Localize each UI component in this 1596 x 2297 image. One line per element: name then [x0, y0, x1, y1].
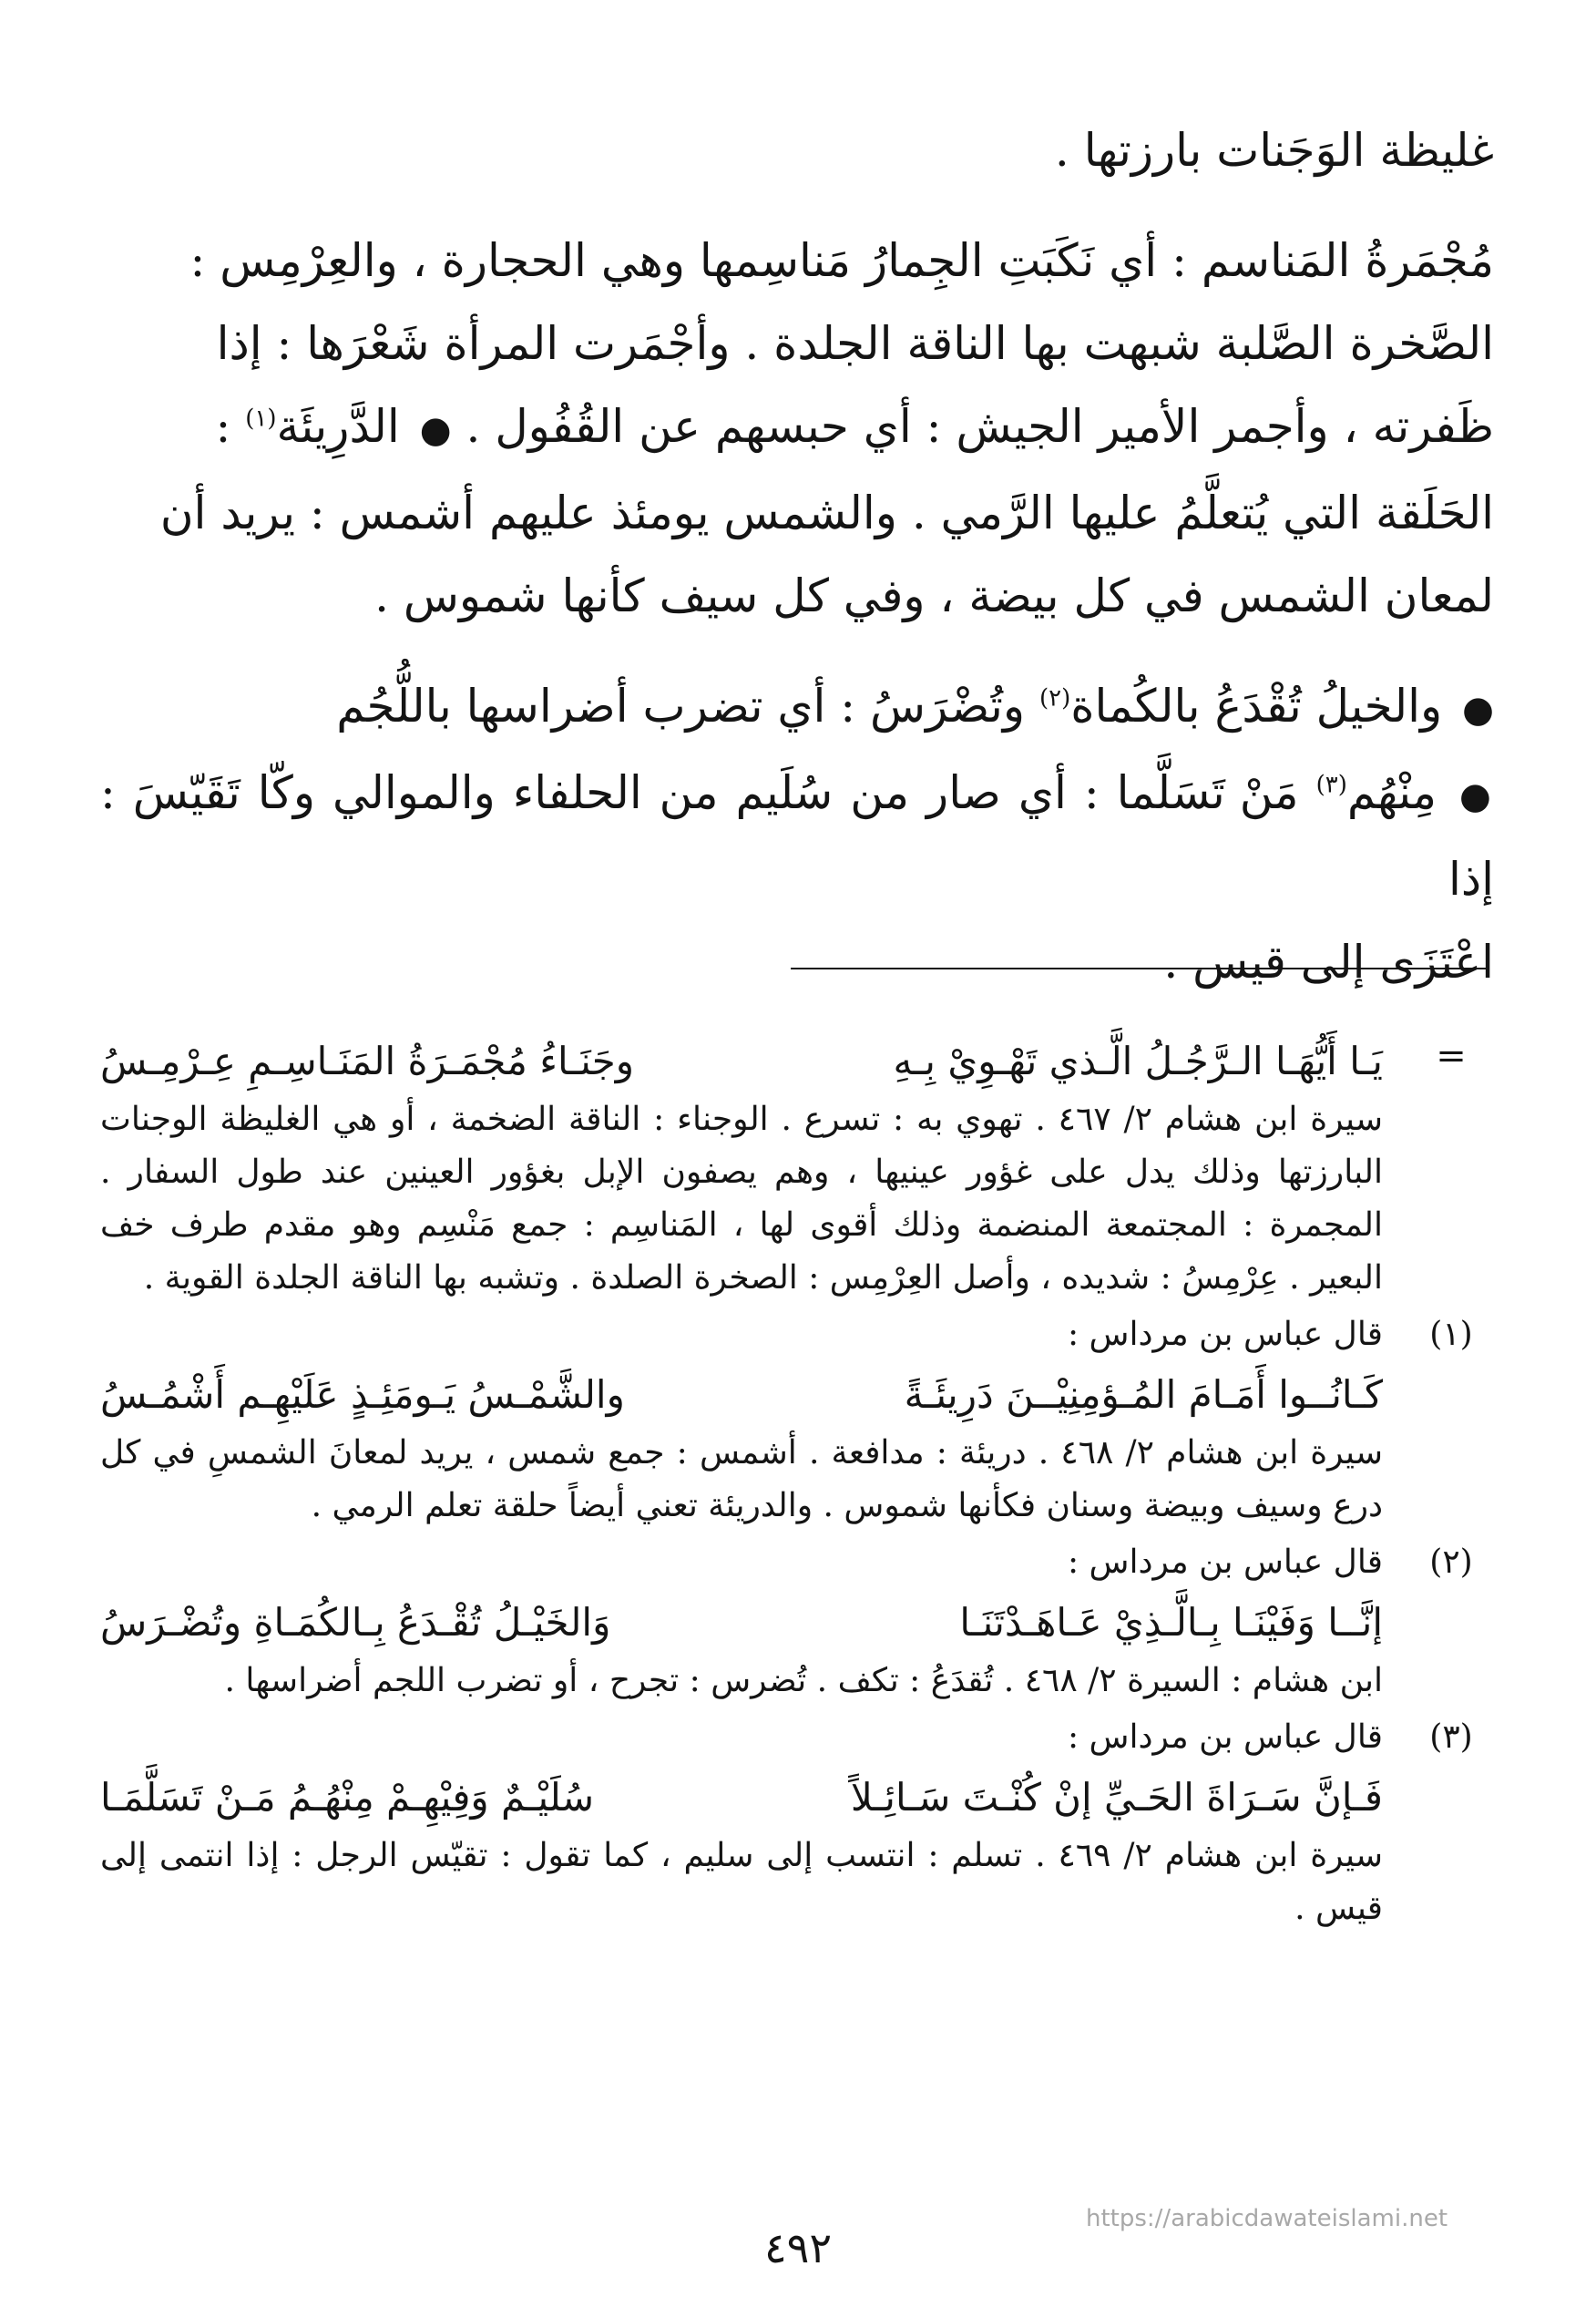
- main-line-9: اعْتَزَى إلى قيس .: [1163, 936, 1494, 989]
- verse-second-hemistich: والشَّمْـسُ يَـومَئِـذٍ عَلَيْهِـم أَشْمُـسُ: [100, 1372, 625, 1417]
- footnote-ref-3: (٣): [1315, 771, 1347, 799]
- bullet-icon: ●: [419, 409, 452, 451]
- main-line-8-lead: مِنْهُم: [1346, 766, 1437, 819]
- page-number: ٤٩٢: [763, 2223, 833, 2272]
- footnote-marker: =: [1436, 1035, 1467, 1077]
- verse-second-hemistich: سُلَيْـمٌ وَفِيْهِـمْ مِنْهُـمُ مَـنْ تَسَلَّمَـا: [100, 1775, 595, 1820]
- footnote-verse: [100, 1030, 1383, 1093]
- main-line-5: الحَلَقة التي يُتعلَّمُ عليها الرَّمي . والشمس يومئذ عليهم أشمس : يريد أن: [159, 487, 1494, 539]
- footnote-text: سيرة ابن هشام ٢/ ٤٦٧ . تهوي به : تسرع . الوجناء : الناقة الضخمة ، أو هي الغليظة الوجنات البارزتها وذلك يدل على غؤور عينيها ، وهم يصفون الإبل بغؤور العينين عند طول السفار . المجمرة : المجتمعة المنضمة وذلك أقوى لها ، المَناسِم : جمع مَنْسِم وهو مقدم طرف خف البعير . عِرْمِسُ : شديده ، وأصل العِرْمِس : الصخرة الصلدة . وتشبه بها الناقة الجلدة القوية .: [100, 1101, 1383, 1297]
- main-line-7: [100, 665, 1494, 752]
- main-line-6: لمعان الشمس في كل بيضة ، وفي كل سيف كأنها شموس .: [374, 569, 1494, 622]
- footnote-head: قال عباس بن مرداس :: [1067, 1543, 1383, 1581]
- verse-first-hemistich: إنَّــا وَفَيْنَـا بِـالَّـذِيْ عَـاهَـدْتَنَـا: [959, 1600, 1383, 1645]
- main-line-7-tail: وتُضْرَسُ : أي تضرب أضراسها باللُّجُم: [336, 680, 1026, 733]
- main-line-8: [100, 752, 1494, 921]
- footnote-marker: (٢): [1429, 1543, 1473, 1581]
- footnote-verse: [100, 1766, 1383, 1830]
- footnote-verse: [100, 1591, 1383, 1655]
- footnote-marker: (١): [1429, 1316, 1473, 1353]
- main-line-2: مُجْمَرةُ المَناسم : أي نَكَبَتِ الجِمارُ مَناسِمها وهي الحجارة ، والعِرْمِس :: [189, 234, 1494, 287]
- footnote-verse: [100, 1363, 1383, 1427]
- footnote-separator: [791, 968, 1489, 969]
- footnote-text: ابن هشام : السيرة ٢/ ٤٦٨ . تُقدَعُ : تكف . تُضرس : تجرح ، أو تضرب اللجم أضراسها .: [224, 1662, 1383, 1699]
- main-line-3: الصَّخرة الصَّلبة شبهت بها الناقة الجلدة . وأجْمَرت المرأة شَعْرَها : إذا: [216, 317, 1494, 370]
- footnote-2: [100, 1536, 1492, 1707]
- bullet-icon: ●: [1459, 775, 1494, 817]
- footnote-marker: (٣): [1429, 1718, 1473, 1756]
- watermark-url: https://arabicdawateislami.net: [1086, 2205, 1448, 2232]
- footnote-3: [100, 1711, 1492, 1935]
- term-dariah: الدَّرِيئَة: [276, 400, 400, 453]
- main-line-4-text: ظَفرته ، وأجمر الأمير الجيش : أي حبسهم عن القُفُول .: [466, 400, 1494, 453]
- footnote-ref-1: (١): [245, 405, 277, 433]
- term-colon: :: [215, 400, 231, 453]
- main-line-8-tail: مَنْ تَسَلَّما : أي صار من سُلَيم من الحلفاء والموالي وكّا تَقَيّسَ : إذا: [100, 766, 1494, 906]
- verse-second-hemistich: وجَنَـاءُ مُجْمَـرَةُ المَنَـاسِـمِ عِـرْمِـسُ: [100, 1039, 635, 1083]
- main-line-1: غليظة الوَجَنات بارزتها .: [1054, 124, 1494, 177]
- footnote-continued: [100, 1030, 1492, 1305]
- footnote-head: قال عباس بن مرداس :: [1067, 1718, 1383, 1756]
- footnote-text: سيرة ابن هشام ٢/ ٤٦٩ . تسلم : انتسب إلى سليم ، كما تقول : تقيّس الرجل : إذا انتمى إلى قيس .: [100, 1837, 1383, 1927]
- footnote-1: [100, 1308, 1492, 1533]
- bullet-icon: ●: [1462, 689, 1494, 731]
- footnote-head: قال عباس بن مرداس :: [1067, 1316, 1383, 1353]
- footnote-ref-2: (٢): [1038, 684, 1071, 713]
- footnote-text: سيرة ابن هشام ٢/ ٤٦٨ . دريئة : مدافعة . أشمس : جمع شمس ، يريد لمعانَ الشمسِ في كل درع وسيف وبيضة وسنان فكأنها شموس . والدريئة تعني أيضاً حلقة تعلم الرمي .: [100, 1434, 1383, 1524]
- verse-second-hemistich: وَالخَيْـلُ تُقْـدَعُ بِـالكُمَـاةِ وتُضْـرَسُ: [100, 1600, 611, 1645]
- verse-first-hemistich: كَـانُــوا أَمَـامَ المُـؤمِنِيْــنَ دَرِيئَـةً: [904, 1372, 1383, 1417]
- main-line-4: [100, 385, 1494, 472]
- main-line-7-lead: والخيلُ تُقْدَعُ بالكُماة: [1070, 680, 1443, 733]
- main-text: [100, 109, 1494, 1004]
- verse-first-hemistich: فَـإنَّ سَـرَاةَ الحَـيِّ إنْ كُنْـتَ سَـائِـلاً: [850, 1775, 1383, 1820]
- footnotes: [100, 1028, 1492, 1939]
- verse-first-hemistich: يَـا أَيُّهَـا الـرَّجُـلُ الَّـذي تَهْـوِيْ بِـهِ: [893, 1039, 1383, 1083]
